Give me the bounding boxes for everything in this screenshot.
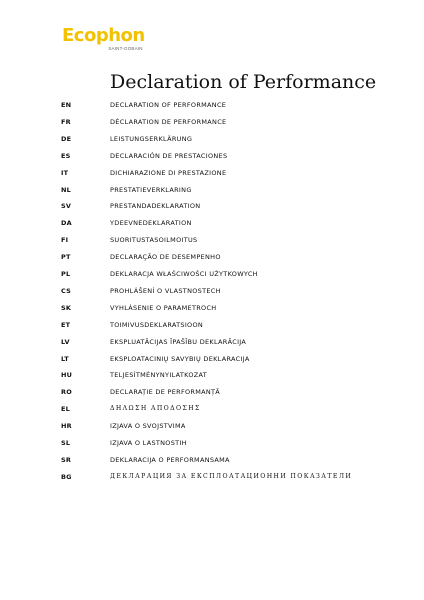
declaration-label: PROHLÁŠENÍ O VLASTNOSTECH [110,286,221,295]
declaration-label: DEKLARACJA WŁAŚCIWOŚCI UŻYTKOWYCH [110,270,258,278]
language-code: FI [61,236,69,245]
language-code: ES [61,151,71,160]
declaration-label: IZJAVA O SVOJSTVIMA [110,422,186,431]
language-row-cs [0,283,424,299]
language-code: ET [61,320,71,329]
language-code: PT [61,253,71,262]
brand-subtitle: SAINT-GOBAIN [108,46,143,51]
declaration-label: IZJAVA O LASTNOSTIH [110,439,187,447]
language-code: RO [61,388,72,397]
page-title: Declaration of Performance [110,71,377,93]
language-row-pl [0,266,424,282]
brand-name: Ecophon [62,25,145,46]
language-code: LT [61,354,69,363]
declaration-label: TOIMIVUSDEKLARATSIOON [110,320,204,329]
language-code: NL [61,185,71,194]
language-row-da [0,215,424,231]
language-row-sl [0,435,424,451]
declaration-label: EKSPLOATACINIŲ SAVYBIŲ DEKLARACIJA [110,354,250,363]
declaration-label: EKSPLUATĀCIJAS ĪPAŠĪBU DEKLARĀCIJA [110,337,247,346]
language-row-es [0,148,424,164]
language-row-fr [0,114,424,130]
language-code: PL [61,270,71,278]
declaration-label: PRESTATIEVERKLARING [110,185,192,194]
declaration-label: SUORITUSTASOILMOITUS [110,236,198,245]
language-code: SK [61,303,72,312]
language-code: CS [61,286,71,295]
language-code: HR [61,422,72,431]
language-code: EL [61,405,70,414]
declaration-label: ΔΗΛΩΣΗ ΑΠΟΔΟΣΗΣ [110,405,201,413]
language-code: EN [61,101,72,109]
language-row-ro [0,384,424,400]
language-row-nl [0,182,424,198]
language-code: IT [61,168,69,177]
language-row-et [0,317,424,333]
language-row-fi [0,232,424,248]
language-code: FR [61,117,71,126]
language-row-pt [0,249,424,265]
declaration-label: YDEEVNEDEKLARATION [110,219,192,228]
language-row-it [0,165,424,181]
declaration-label: TELJESÍTMÉNYNYILATKOZAT [110,371,208,380]
language-code: BG [61,472,72,481]
language-code: DE [61,134,72,143]
ecophon-logo [62,27,145,51]
declaration-label: PRESTANDADEKLARATION [110,202,201,211]
language-row-en [0,97,424,113]
language-code: SR [61,455,72,464]
declaration-label: VYHLÁSENIE O PARAMETROCH [110,303,217,312]
declaration-label: DECLARATION OF PERFORMANCE [110,101,227,109]
declaration-label: DÉCLARATION DE PERFORMANCE [110,117,227,126]
language-row-el [0,401,424,417]
declaration-label: DECLARAÇÃO DE DESEMPENHO [110,253,221,262]
language-row-hu [0,367,424,383]
language-row-sr [0,452,424,468]
language-row-bg [0,469,424,485]
language-code: HU [61,371,73,380]
declaration-label: DECLARAȚIE DE PERFORMANȚĂ [110,388,221,397]
declaration-label: DECLARACIÓN DE PRESTACIONES [110,151,228,160]
language-row-sv [0,198,424,214]
language-code: DA [61,219,72,228]
declaration-label: DICHIARAZIONE DI PRESTAZIONE [110,168,227,177]
declaration-label: ДЕКЛАРАЦИЯ ЗА ЕКСПЛОАТАЦИОННИ ПОКАЗАТЕЛИ [110,472,353,480]
declaration-label: DEKLARACIJA O PERFORMANSAMA [110,455,230,464]
language-row-lv [0,334,424,350]
language-code: LV [61,337,70,346]
language-code: SL [61,439,71,447]
language-row-hr [0,418,424,434]
language-row-de [0,131,424,147]
language-row-sk [0,300,424,316]
declaration-label: LEISTUNGSERKLÄRUNG [110,134,193,143]
language-row-lt [0,351,424,367]
language-code: SV [61,202,72,211]
